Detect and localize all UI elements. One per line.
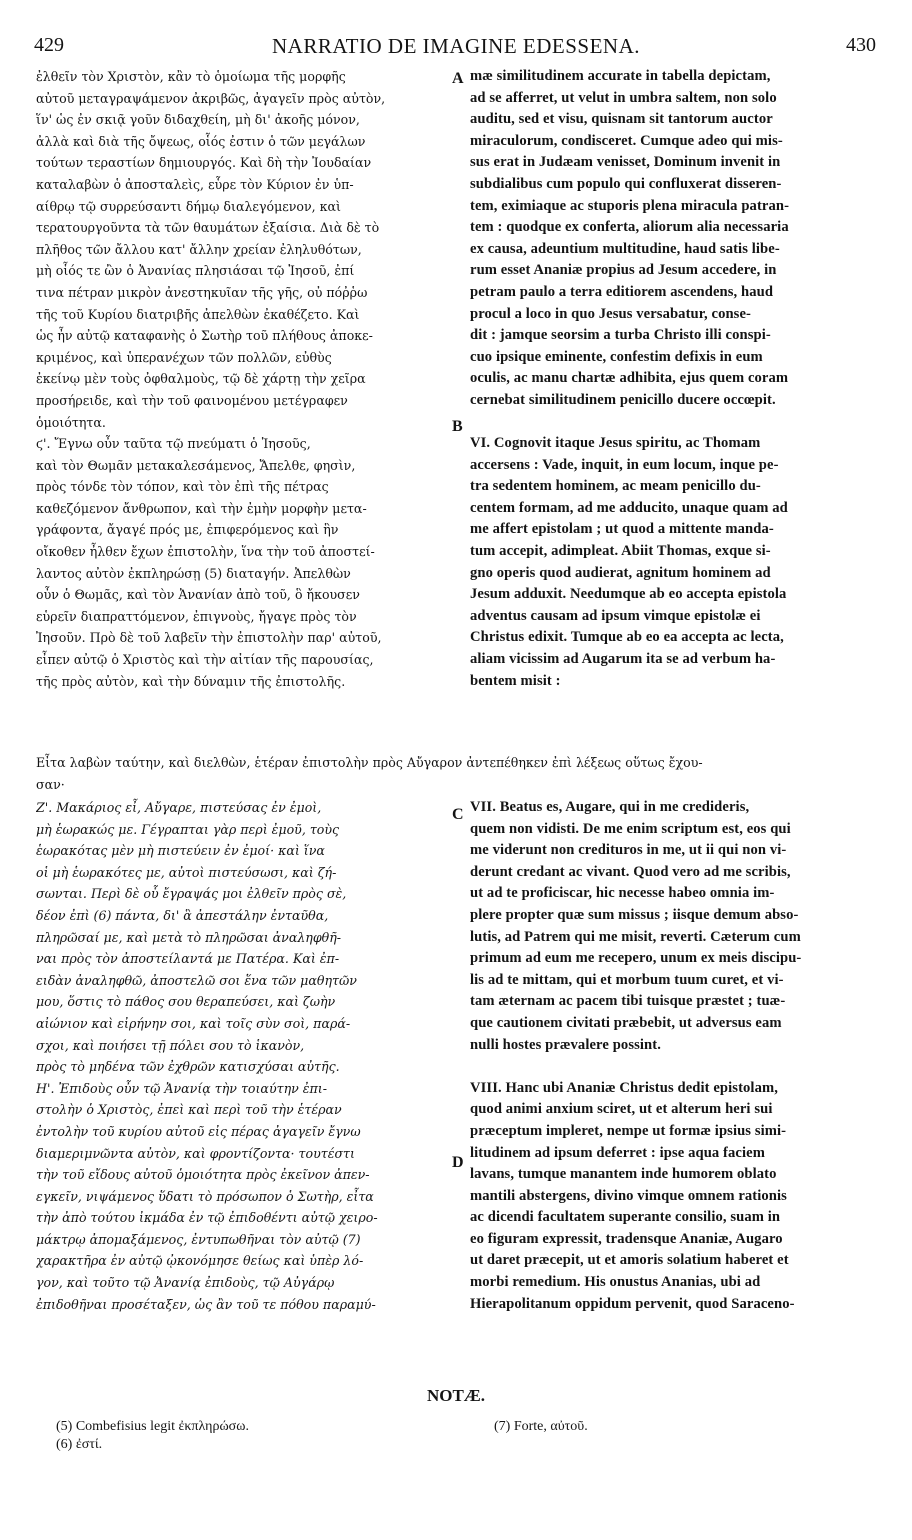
text-line: Hierapolitanum oppidum pervenit, quod Saraceno- — [470, 1295, 795, 1312]
text-line: μὴ οἷός τε ὢν ὁ Ἀνανίας πλησιάσαι τῷ Ἰησοῦ, ἐπί — [36, 263, 355, 279]
text-line: εὑρεῖν διαπραττόμενον, ἐπιγνοὺς, ἤγαγε πρὸς τὸν — [36, 608, 357, 624]
text-line: αἰώνιον καὶ εἰρήνην σοι, καὶ τοῖς σὺν σοὶ, παρά- — [36, 1015, 351, 1031]
text-line: me viderunt non credituros in me, ut ii qui non vi- — [470, 842, 787, 859]
text-line: primum ad eum me recepero, unum ex meis discipu- — [470, 950, 802, 967]
text-line: præceptum impleret, nempe ut formæ ipsius simi- — [470, 1122, 787, 1139]
text-line: τούτων τεραστίων δημιουργός. Καὶ δὴ τὴν Ἰουδαίαν — [36, 155, 372, 171]
margin-marker-b: B — [452, 418, 463, 435]
notes-heading: NOTÆ. — [426, 1386, 486, 1405]
text-line: gno operis quod audierat, agnitum hominem ad — [470, 564, 771, 581]
text-line: tem : quodque ex conferta, aliorum alia necessaria — [470, 219, 789, 236]
text-line: σχοι, καὶ ποιήσει τῇ πόλει σου τὸ ἱκανὸν, — [36, 1037, 305, 1053]
text-line: lutis, ad Patrem qui me misit, reverti. Cæterum cum — [470, 928, 801, 945]
text-line: ὁμοιότητα. — [36, 414, 106, 430]
greek-column-upper — [36, 66, 456, 692]
text-line: καὶ τὸν Θωμᾶν μετακαλεσάμενος, Ἄπελθε, φησὶν, — [36, 457, 356, 473]
text-line: χαρακτῆρα ἐν αὐτῷ ᾠκονόμησε θείως καὶ ὑπὲρ λό- — [36, 1253, 364, 1269]
margin-marker-a: A — [452, 70, 464, 87]
text-line: ἵν' ὡς ἐν σκιᾷ γοῦν διδαχθείη, μὴ δι' ἀκοῆς μόνον, — [36, 112, 360, 128]
text-line: procul a loco in quo Jesus versabatur, conse- — [470, 305, 751, 322]
margin-marker-c: C — [452, 806, 464, 823]
text-line: oculis, ac manu chartæ adhibita, ejus quem coram — [470, 370, 789, 387]
text-line: aliam vicissim ad Augarum ita se ad verbum ha- — [470, 651, 776, 668]
text-line: ὡς ἦν αὐτῷ καταφανὴς ὁ Σωτὴρ τοῦ πλήθους ἀποκε- — [36, 328, 373, 344]
text-line: ac dicendi facultatem superante consilio, suam in — [470, 1209, 781, 1226]
text-line: οὖν ὁ Θωμᾶς, καὶ τὸν Ἀνανίαν ἀπὸ τοῦ, ὃ ἤκουσεν — [36, 587, 360, 603]
text-line: πρὸς τὸ μηδένα τῶν ἐχθρῶν κατισχύσαι αὐτῆς. — [36, 1059, 340, 1075]
text-line — [470, 412, 876, 434]
text-line: εγκεῖν, νιψάμενος ὕδατι τὸ πρόσωπον ὁ Σωτὴρ, εἶτα — [36, 1188, 374, 1204]
text-line: ἐκείνῳ μὲν τοὺς ὀφθαλμοὺς, τῷ δὲ χάρτῃ τὴν χεῖρα — [36, 371, 366, 387]
text-line: adventus causam ad ipsum vimque epistolæ ei — [470, 607, 761, 624]
text-line: τὴν ἀπὸ τούτου ἰκμάδα ἐν τῷ ἐπιδοθέντι αὐτῷ χειρο- — [36, 1210, 378, 1226]
text-line: ἀλλὰ καὶ διὰ τῆς ὄψεως, οἷός ἐστιν ὁ τῶν μεγάλων — [36, 133, 366, 149]
text-line: plere propter quæ sum missus ; iisque demum abso- — [470, 906, 799, 923]
text-line: κριμένος, καὶ ὑπερανέχων τῶν πολλῶν, εὐθὺς — [36, 349, 332, 365]
text-line: αὐτοῦ μεταγραψάμενον ἀκριβῶς, ἀγαγεῖν πρὸς αὐτὸν, — [36, 90, 386, 106]
latin-column-lower — [470, 797, 876, 1315]
running-title: NARRATIO DE IMAGINE EDESSENA. — [272, 34, 640, 58]
margin-marker-d: D — [452, 1154, 464, 1171]
text-line: mantili abstergens, divino vimque omnem rationis — [470, 1187, 787, 1204]
text-line: ναι πρὸς τὸν ἀποστείλαντά με Πατέρα. Καὶ ἐπ- — [36, 951, 340, 967]
text-line: ut daret præcepit, ut et amoris solatium haberet et — [470, 1252, 789, 1269]
text-line: me affert epistolam ; ut quod a mittente manda- — [470, 521, 774, 538]
text-line: Jesum adduxit. Needumque ab eo accepta epistola — [470, 586, 787, 603]
full-width-greek-line — [36, 752, 876, 795]
text-line: τὴν τοῦ εἴδους αὐτοῦ ὁμοιότητα πρὸς ἐκεῖνον ἀπεν- — [36, 1167, 370, 1183]
text-line: Εἶτα λαβὼν ταύτην, καὶ διελθὼν, ἑτέραν ἐπιστολὴν πρὸς Αὔγαρον ἀντεπέθηκεν ἐπὶ λέξεως οὕτως ἔχου- — [36, 755, 703, 770]
footnote-6: (6) ἐστί. — [56, 1437, 103, 1452]
running-header — [30, 34, 882, 60]
text-line: Christus edixit. Tumque ab eo ea accepta ac lecta, — [470, 629, 784, 646]
text-line: tra sedentem hominem, ac meam penicillo du- — [470, 478, 761, 495]
text-line: cuo ipsique eminente, confestim defixis in eum — [470, 348, 763, 365]
text-line: quem non vidisti. De me enim scriptum est, eos qui — [470, 820, 791, 837]
text-line: tam æternam ac pacem tibi tuisque præstet ; tuæ- — [470, 993, 786, 1010]
greek-column-lower — [36, 797, 456, 1315]
text-line: VI. Cognovit itaque Jesus spiritu, ac Thomam — [470, 435, 761, 452]
text-line: σωνται. Περὶ δὲ οὗ ἔγραψάς μοι ἐλθεῖν πρὸς σὲ, — [36, 886, 347, 902]
text-line — [470, 1056, 876, 1078]
text-line: τῆς τοῦ Κυρίου διατριβῆς ἀπελθὼν ἐκαθέζετο. Καὶ — [36, 306, 360, 322]
text-line: eo figuram expressit, tradensque Ananiæ, Augaro — [470, 1230, 783, 1247]
text-line: πρὸς τόνδε τὸν τόπον, καὶ τὸν ἐπὶ τῆς πέτρας — [36, 479, 329, 495]
text-line: nulli hostes prævalere possint. — [470, 1036, 661, 1053]
text-line: τερατουργοῦντα τὰ τῶν θαυμάτων ἐξαίσια. Διὰ δὲ τὸ — [36, 220, 380, 236]
text-line: dit : jamque seorsim a turba Christo illi conspi- — [470, 327, 771, 344]
text-line: μὴ ἑωρακώς με. Γέγραπται γὰρ περὶ ἐμοῦ, τοὺς — [36, 821, 340, 837]
footnote-5: (5) Combefisius legit ἐκπληρώσω. — [56, 1419, 249, 1434]
text-line: λαντος αὐτὸν ἐκπληρώσῃ (5) διαταγήν. Ἀπελθὼν — [36, 565, 351, 581]
footnote-7: (7) Forte, αὐτοῦ. — [494, 1419, 588, 1434]
text-line: Ζ'. Μακάριος εἶ, Αὔγαρε, πιστεύσας ἐν ἐμοὶ, — [36, 800, 322, 815]
text-line: que cautionem civitati præbebit, ut adversus eam — [470, 1014, 782, 1031]
text-line: αίθρῳ τῷ συρρεύσαντι δήμῳ διαλεγόμενον, καὶ — [36, 198, 341, 214]
text-line: ἐντολὴν τοῦ κυρίου αὐτοῦ εἰς πέρας ἀγαγεῖν ἔγνω — [36, 1123, 361, 1139]
text-line: τινα πέτραν μικρὸν ἀνεστηκυῖαν τῆς γῆς, οὐ πόῤῥω — [36, 284, 368, 300]
text-line: cernebat similitudinem penicillo ducere occœpit. — [470, 391, 776, 408]
text-line: μου, ὅστις τὸ πάθος σου θεραπεύσει, καὶ ζωὴν — [36, 994, 336, 1010]
text-line: centem formam, ad me adducito, unaque quam ad — [470, 499, 788, 516]
text-line: πληρῶσαί με, καὶ μετὰ τὸ πληρῶσαι ἀναληφθῆ- — [36, 929, 342, 945]
text-line: litudinem ad ipsum deferret : ipse aqua faciem — [470, 1144, 765, 1161]
text-line: σαν· — [36, 776, 65, 792]
text-line: lis ad te mittam, qui et morbum tuum curet, et vi- — [470, 971, 784, 988]
text-line: μάκτρῳ ἀπομαξάμενος, ἐντυπωθῆναι τὸν αὐτῷ (7) — [36, 1231, 361, 1247]
text-line: στολὴν ὁ Χριστὸς, ἐπεὶ καὶ περὶ τοῦ τὴν ἑτέραν — [36, 1102, 342, 1118]
text-line: rum esset Ananiæ propius ad Jesum accedere, in — [470, 262, 777, 279]
text-line: προσήρειδε, καὶ τὴν τοῦ φαινομένου μετέγραφεν — [36, 392, 348, 408]
page-number-right: 430 — [846, 34, 876, 56]
text-line: petram paulo a terra editiorem ascendens, haud — [470, 283, 774, 300]
text-line: VII. Beatus es, Augare, qui in me credideris, — [470, 799, 750, 815]
text-line: subdialibus cum populo qui confluxerat disseren- — [470, 175, 782, 192]
text-line: derunt credant ac vivant. Quod vero ad me scribis, — [470, 863, 791, 880]
text-line: γράφοντα, ἄγαγέ πρός με, ἐπιφερόμενος καὶ ἣν — [36, 522, 339, 538]
text-line: accersens : Vade, inquit, in eum locum, inque pe- — [470, 456, 779, 473]
text-line: πλῆθος τῶν ἄλλου κατ' ἄλλην χρείαν ἐληλυθότων, — [36, 241, 362, 257]
text-line: ἐπιδοθῆναι προσέταξεν, ὡς ἂν τοῦ τε πόθου παραμύ- — [36, 1296, 376, 1312]
text-line: οἱ μὴ ἑωρακότες με, αὐτοὶ πιστεύσωσι, καὶ ζή- — [36, 864, 337, 880]
latin-column-upper — [470, 66, 876, 692]
page-number-left: 429 — [34, 34, 64, 56]
text-line: ἐλθεῖν τὸν Χριστὸν, κἂν τὸ ὁμοίωμα τῆς μορφῆς — [36, 69, 346, 84]
text-line: ειδὰν ἀναληφθῶ, ἀποστελῶ σοι ἕνα τῶν μαθητῶν — [36, 972, 357, 988]
text-line: quod animi anxium sciret, ut et alterum heri sui — [470, 1101, 773, 1118]
text-line: sus erat in Judæam venisset, Dominum invenit in — [470, 154, 781, 171]
text-line: οἴκοθεν ἦλθεν ἔχων ἐπιστολὴν, ἵνα τὴν τοῦ ἀποστεί- — [36, 544, 375, 560]
text-line: γον, καὶ τοῦτο τῷ Ἀνανίᾳ ἐπιδοὺς, τῷ Αὐγάρῳ — [36, 1275, 335, 1291]
text-line: ad se afferret, ut velut in umbra saltem, non solo — [470, 89, 777, 106]
text-line: tum accepit, adimpleat. Abiit Thomas, exque si- — [470, 543, 771, 560]
text-line: τῆς πρὸς αὐτὸν, καὶ τὴν δύναμιν τῆς ἐπιστολῆς. — [36, 673, 346, 689]
text-line: lavans, tumque manantem inde humorem oblato — [470, 1166, 777, 1183]
text-line: καθεζόμενον ἄνθρωπον, καὶ τὴν ἐμὴν μορφὴν μετα- — [36, 500, 367, 516]
text-line: διαμεριμνῶντα αὐτὸν, καὶ φροντίζοντα· τουτέστι — [36, 1145, 355, 1161]
text-line: ϛ'. Ἔγνω οὖν ταῦτα τῷ πνεύματι ὁ Ἰησοῦς, — [36, 436, 311, 452]
text-line: ut ad te proficiscar, hic necesse habeo omnia im- — [470, 885, 775, 902]
text-line: tem, eximiaque ac stuporis plena miracula patran- — [470, 197, 790, 214]
text-line: VIII. Hanc ubi Ananiæ Christus dedit epistolam, — [470, 1079, 778, 1096]
text-line: bentem misit : — [470, 672, 561, 689]
text-line: mæ similitudinem accurate in tabella depictam, — [470, 68, 771, 84]
text-line: ἑωρακότας μὲν μὴ πιστεύειν ἐν ἐμοί· καὶ ἵνα — [36, 843, 325, 859]
text-line: auditu, sed et visu, quisnam sit tantorum auctor — [470, 111, 773, 128]
text-line: ex causa, adeuntium multitudine, haud satis libe- — [470, 240, 780, 257]
text-line: Η'. Ἐπιδοὺς οὖν τῷ Ἀνανίᾳ τὴν τοιαύτην ἐπι- — [36, 1080, 327, 1096]
text-line: καταλαβὼν ὁ ἀποσταλεὶς, εὗρε τὸν Κύριον ἐν ὑπ- — [36, 176, 354, 192]
text-line: εἶπεν αὐτῷ ὁ Χριστὸς καὶ τὴν αἰτίαν τῆς παρουσίας, — [36, 652, 374, 668]
text-line: Ἰησοῦν. Πρὸ δὲ τοῦ λαβεῖν τὴν ἐπιστολὴν παρ' αὐτοῦ, — [36, 630, 382, 646]
text-line: δέον ἐπὶ (6) πάντα, δι' ἃ ἀπεστάλην ἐνταῦθα, — [36, 907, 329, 923]
text-line: morbi remedium. His onustus Ananias, ubi ad — [470, 1274, 761, 1291]
text-line: miraculorum, condisceret. Cumque adeo qui mis- — [470, 132, 783, 149]
